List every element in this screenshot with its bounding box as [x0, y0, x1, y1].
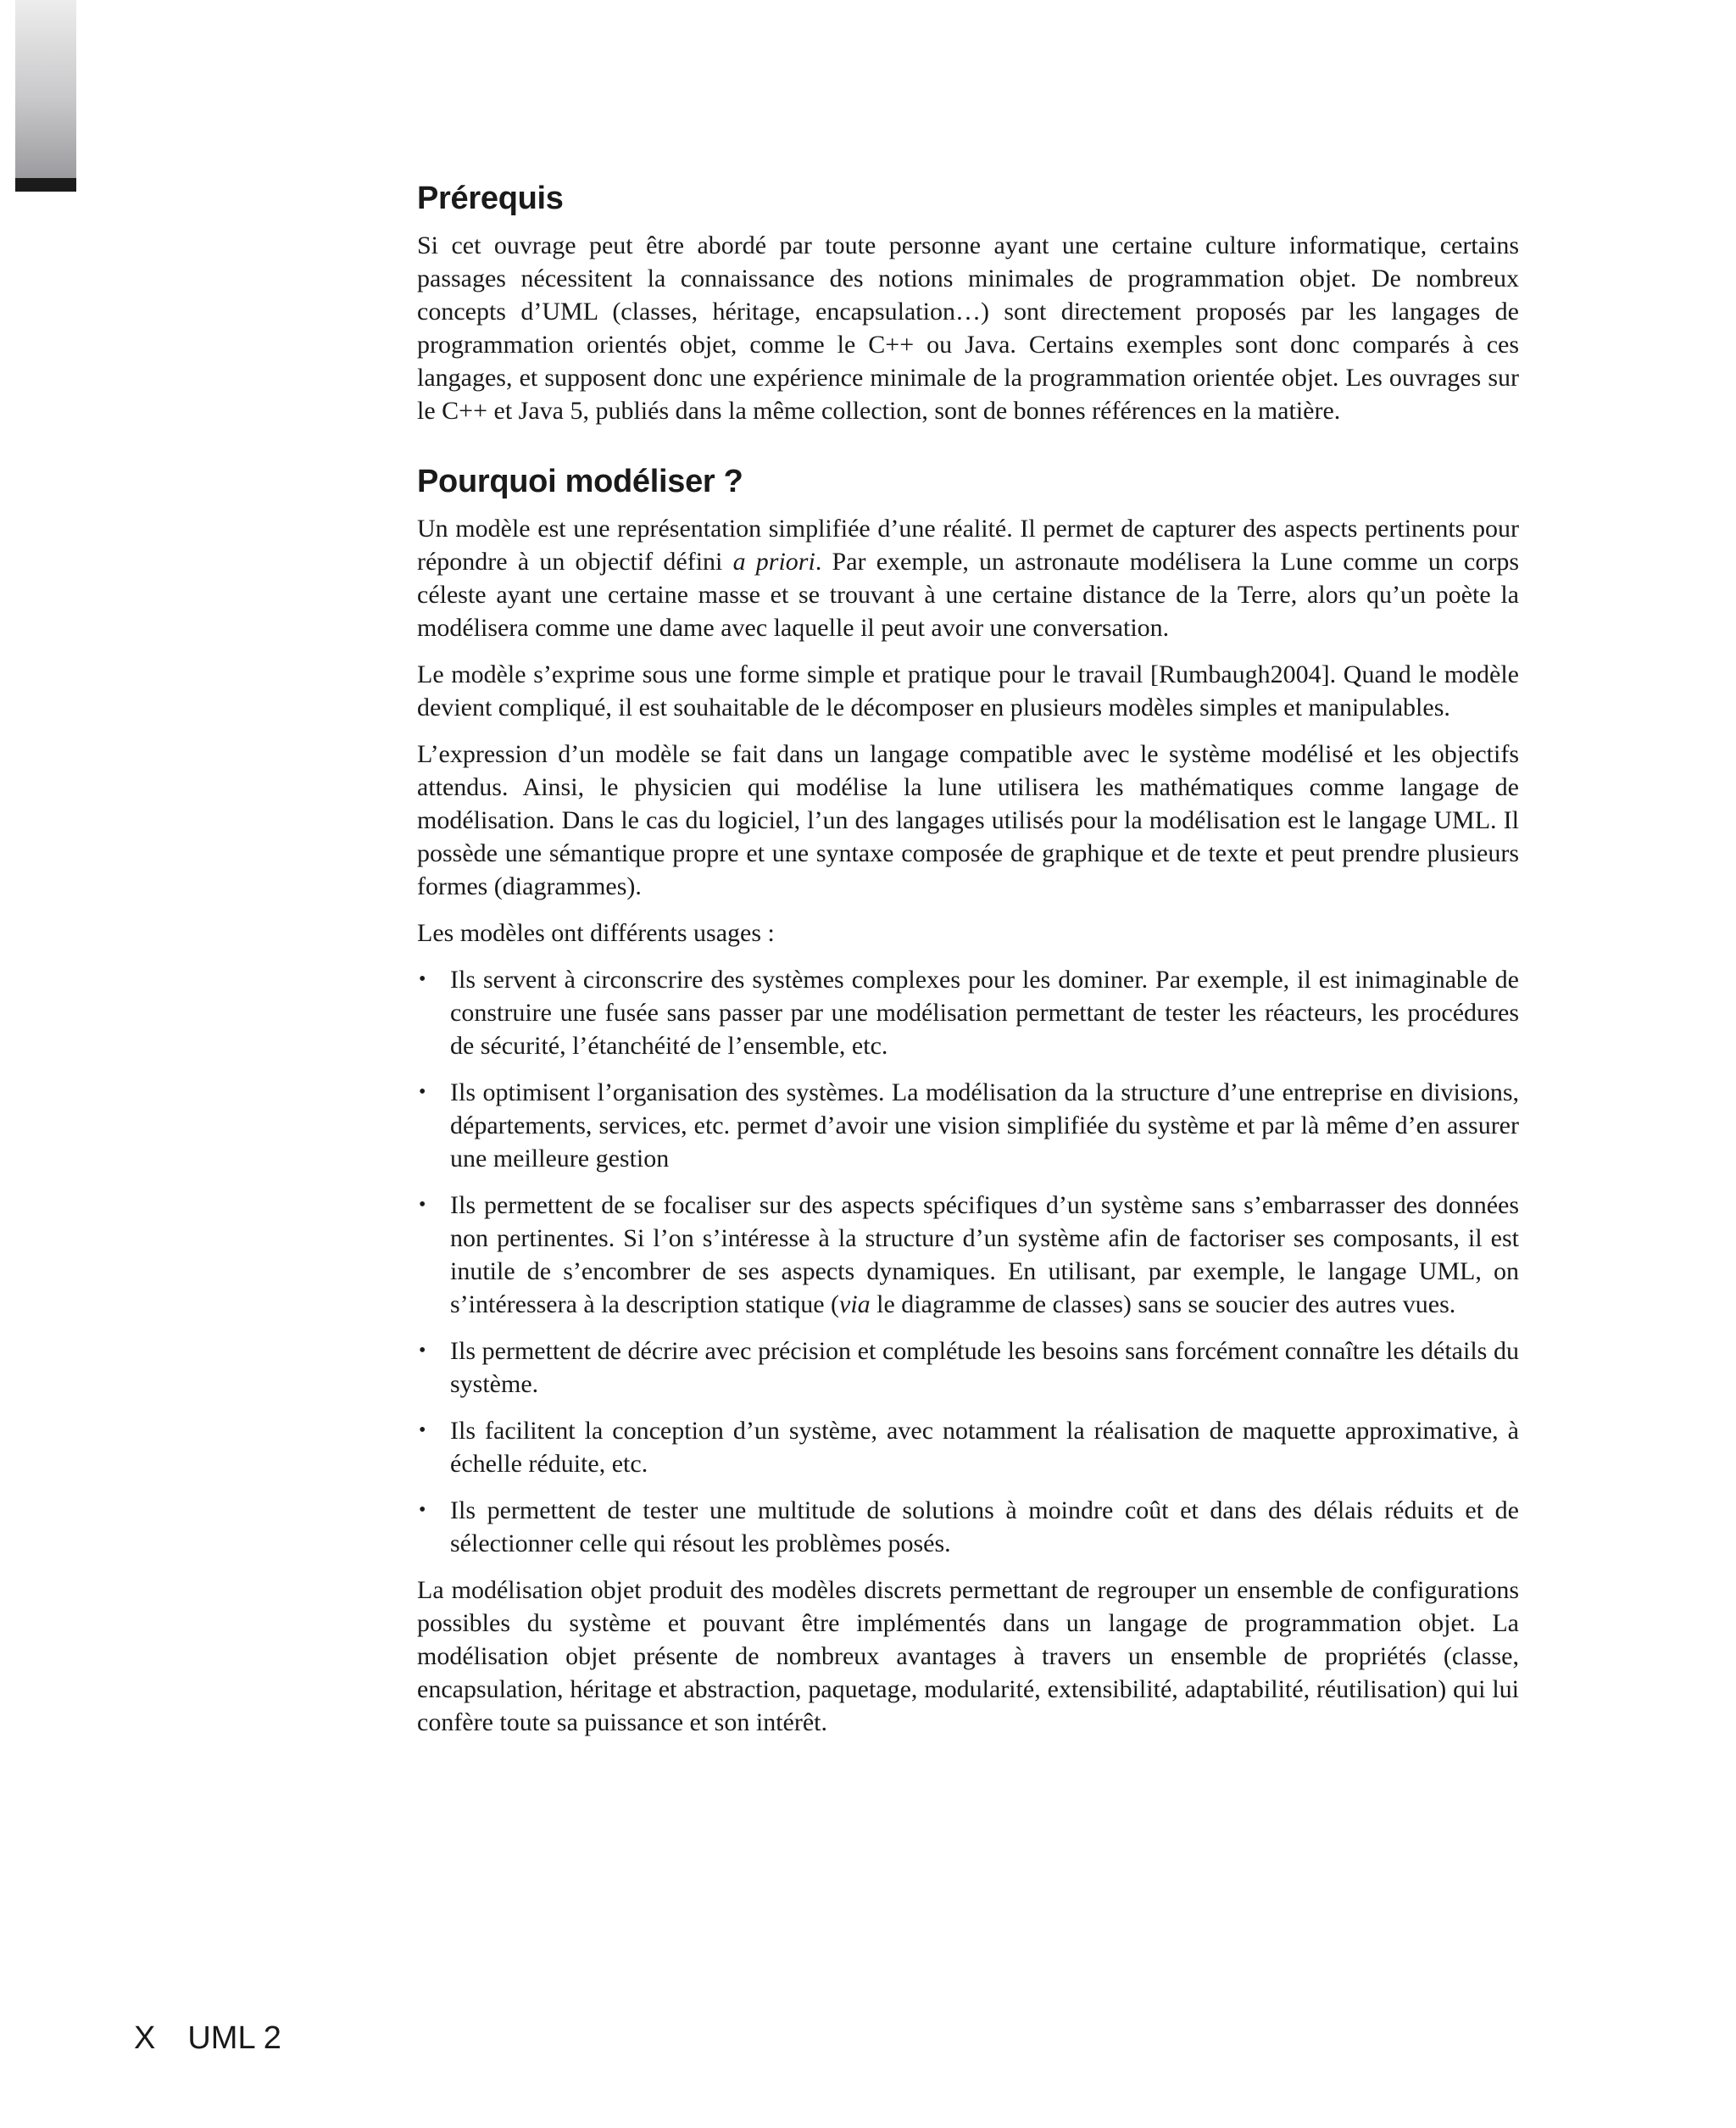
paragraph-expression-modele: L’expression d’un modèle se fait dans un langage compatible avec le système modélisé et les objectifs attendus. Ainsi, le physicien qui modélise la lune utilisera les mathématiques comme langage de modélisation. Dans le cas du logiciel, l’un des langages utilisés pour la modélisation est le langage UML. Il possède une sémantique propre et une syntaxe composée de graphique et de texte et peut prendre plusieurs formes (diagrammes). — [417, 740, 1519, 900]
bullet-icon: • — [419, 1081, 426, 1103]
page-number: X — [134, 2020, 156, 2056]
text-run: . Par exemple, un astronaute modélisera la Lune comme un corps céleste ayant une certaine masse et se trouvant à une certaine distance de la Terre, alors qu’un poète la modélisera comme une dame avec laquelle il peut avoir une conversation. — [417, 548, 1519, 642]
section-heading-pourquoi-modeliser: Pourquoi modéliser ? — [417, 464, 743, 499]
list-item — [417, 1334, 1519, 1401]
list-item-text: le diagramme de classes) sans se soucier des autres vues. — [870, 1290, 1456, 1318]
chapter-thumb-tab — [15, 0, 76, 178]
list-item-text: Ils optimisent l’organisation des systèmes. La modélisation da la structure d’une entreprise en divisions, départements, services, etc. permet d’avoir une vision simplifiée du système et par là même d’en assurer une meilleure gestion — [450, 1078, 1519, 1173]
list-item — [417, 1189, 1519, 1321]
list-item-text: Ils permettent de tester une multitude de solutions à moindre coût et dans des délais réduits et de sélectionner celle qui résout les problèmes posés. — [450, 1496, 1519, 1557]
paragraph-prerequis: Si cet ouvrage peut être abordé par toute personne ayant une certaine culture informatique, certains passages nécessitent la connaissance des notions minimales de programmation objet. De nombreux concepts d’UML (classes, héritage, encapsulation…) sont directement proposés par les langages de programmation orientés objet, comme le C++ ou Java. Certains exemples sont donc comparés à ces langages, et supposent donc une expérience minimale de la programmation orientée objet. Les ouvrages sur le C++ et Java 5, publiés dans la même collection, sont de bonnes références en la matière. — [417, 231, 1519, 425]
paragraph-definition-modele — [417, 512, 1519, 644]
list-item-text: Ils servent à circonscrire des systèmes complexes pour les dominer. Par exemple, il est inimaginable de construire une fusée sans passer par une modélisation permettant de tester les réacteurs, les procédures de sécurité, l’étanchéité de l’ensemble, etc. — [450, 966, 1519, 1060]
bullet-icon: • — [419, 1340, 426, 1362]
list-item-text: Ils facilitent la conception d’un système, avec notamment la réalisation de maquette approximative, à échelle réduite, etc. — [450, 1417, 1519, 1478]
bullet-icon: • — [419, 968, 426, 990]
usages-list — [417, 963, 1519, 1560]
paragraph-modelisation-objet: La modélisation objet produit des modèles discrets permettant de regrouper un ensemble de configurations possibles du système et pouvant être implémentés dans un langage de programmation objet. La modélisation objet présente de nombreux avantages à travers un ensemble de propriétés (classe, encapsulation, héritage et abstraction, paquetage, modularité, extensibilité, adaptabilité, réutilisation) qui lui confère toute sa puissance et son intérêt. — [417, 1576, 1519, 1736]
emphasis-via: via — [839, 1290, 871, 1318]
list-item-text: Ils permettent de se focaliser sur des aspects spécifiques d’un système sans s’embarrasser des données non pertinentes. Si l’on s’intéresse à la structure d’un système afin de factoriser ses composants, il est inutile de s’encombrer de ses aspects dynamiques. En utilisant, par exemple, le langage UML, on s’intéressera à la description statique ( — [450, 1191, 1519, 1318]
chapter-thumb-tab-bar — [15, 178, 76, 192]
running-title: UML 2 — [187, 2020, 281, 2056]
page-footer — [134, 2018, 281, 2058]
paragraph-forme-simple: Le modèle s’exprime sous une forme simple et pratique pour le travail [Rumbaugh2004]. Quand le modèle devient compliqué, il est souhaitable de le décomposer en plusieurs modèles simples et manipulables. — [417, 660, 1519, 721]
text-run: Un modèle est une représentation simplifiée d’une réalité. Il permet de capturer des aspects pertinents pour répondre à un objectif défini — [417, 515, 1519, 576]
list-item — [417, 1076, 1519, 1175]
bullet-icon: • — [419, 1419, 426, 1441]
list-item — [417, 963, 1519, 1062]
list-item — [417, 1494, 1519, 1560]
section-heading-prerequis: Prérequis — [417, 181, 564, 216]
list-item-text: Ils permettent de décrire avec précision et complétude les besoins sans forcément connaître les détails du système. — [450, 1337, 1519, 1398]
emphasis-a-priori: a priori — [732, 548, 815, 576]
bullet-icon: • — [419, 1194, 426, 1216]
page-content — [417, 178, 1519, 1752]
bullet-icon: • — [419, 1499, 426, 1521]
paragraph-usages-intro: Les modèles ont différents usages : — [417, 919, 775, 947]
list-item — [417, 1414, 1519, 1480]
